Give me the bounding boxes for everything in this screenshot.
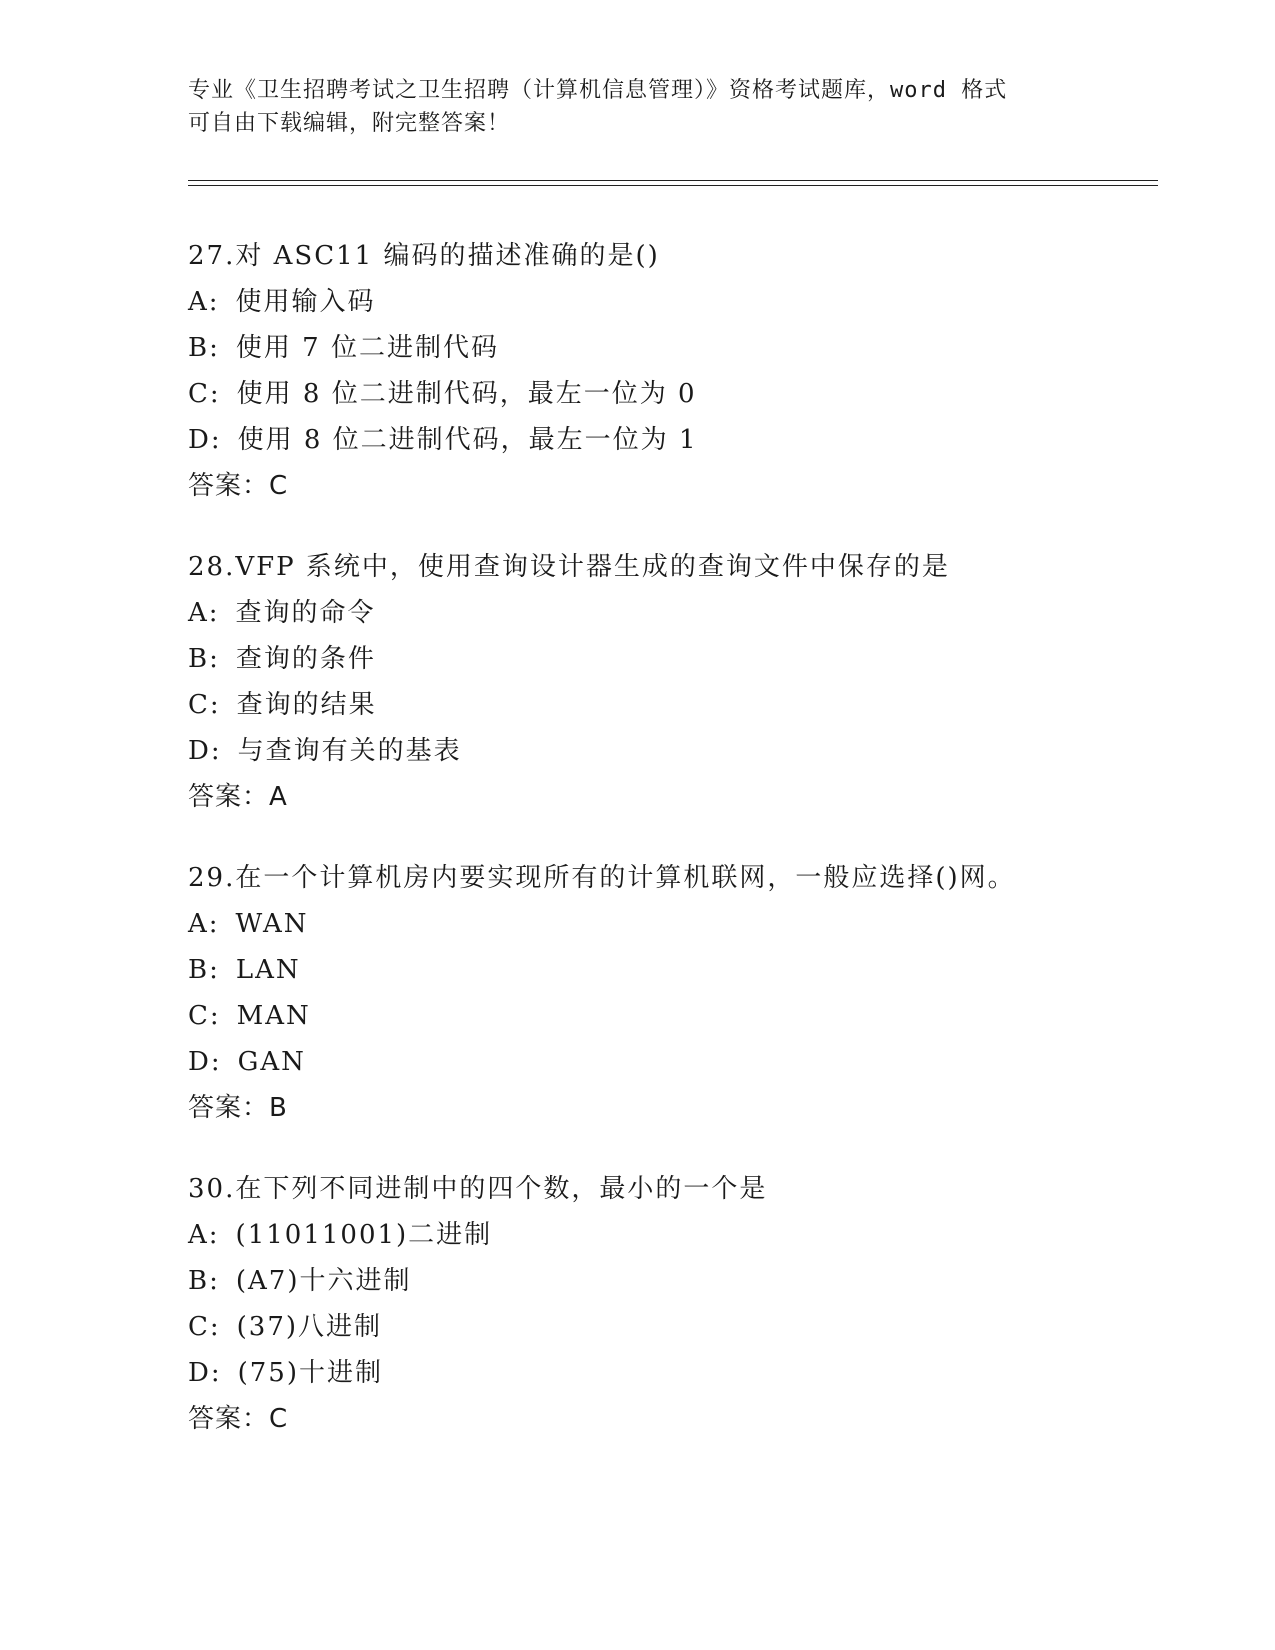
answer-line: 答案：C — [188, 471, 289, 501]
option-letter: D: — [188, 736, 222, 766]
option-b — [188, 1258, 1168, 1304]
option-letter: B: — [188, 1266, 220, 1296]
option-c — [188, 1304, 1168, 1350]
option-text: 查询的结果 — [236, 690, 377, 720]
option-text: LAN — [235, 955, 301, 985]
option-b — [188, 325, 1168, 371]
option-letter: C: — [188, 1001, 221, 1031]
option-text: 使用 8 位二进制代码，最左一位为 1 — [237, 425, 698, 455]
option-letter: A: — [188, 287, 220, 317]
option-text: (A7)十六进制 — [235, 1266, 412, 1296]
question-29 — [188, 855, 1168, 1131]
option-b — [188, 947, 1168, 993]
option-a — [188, 1212, 1168, 1258]
option-letter: A: — [188, 1220, 220, 1250]
question-27 — [188, 233, 1168, 509]
answer-line: 答案：A — [188, 782, 288, 812]
option-text: 使用输入码 — [235, 287, 376, 317]
option-letter: A: — [188, 598, 220, 628]
option-letter: D: — [188, 1358, 222, 1388]
option-c — [188, 993, 1168, 1039]
option-text: 查询的命令 — [235, 598, 376, 628]
question-stem: 28.VFP 系统中，使用查询设计器生成的查询文件中保存的是 — [188, 552, 950, 582]
question-28 — [188, 544, 1168, 820]
header-line-1: 专业《卫生招聘考试之卫生招聘（计算机信息管理）》资格考试题库，word 格式 — [188, 78, 1008, 103]
question-30 — [188, 1166, 1168, 1442]
option-letter: D: — [188, 425, 222, 455]
option-d — [188, 728, 1168, 774]
question-stem: 27.对 ASC11 编码的描述准确的是() — [188, 241, 660, 271]
header-divider-bottom — [188, 185, 1158, 186]
option-text: MAN — [236, 1001, 311, 1031]
option-letter: B: — [188, 955, 220, 985]
option-a — [188, 279, 1168, 325]
header-line-2: 可自由下载编辑，附完整答案！ — [188, 111, 511, 136]
option-c — [188, 682, 1168, 728]
option-text: (37)八进制 — [236, 1312, 383, 1342]
document-header — [188, 74, 1088, 140]
option-text: GAN — [237, 1047, 306, 1077]
option-c — [188, 371, 1168, 417]
option-text: 与查询有关的基表 — [237, 736, 462, 766]
option-d — [188, 1350, 1168, 1396]
header-divider-top — [188, 180, 1158, 181]
question-stem: 30.在下列不同进制中的四个数，最小的一个是 — [188, 1174, 768, 1204]
option-letter: B: — [188, 644, 220, 674]
option-text: 使用 8 位二进制代码，最左一位为 0 — [236, 379, 697, 409]
option-text: 查询的条件 — [235, 644, 376, 674]
answer-line: 答案：C — [188, 1404, 289, 1434]
option-d — [188, 1039, 1168, 1085]
answer-line: 答案：B — [188, 1093, 288, 1123]
option-text: WAN — [235, 909, 309, 939]
option-letter: C: — [188, 379, 221, 409]
option-a — [188, 590, 1168, 636]
option-letter: C: — [188, 1312, 221, 1342]
option-b — [188, 636, 1168, 682]
option-letter: D: — [188, 1047, 222, 1077]
option-letter: C: — [188, 690, 221, 720]
option-text: (11011001)二进制 — [235, 1220, 493, 1250]
option-text: 使用 7 位二进制代码 — [235, 333, 499, 363]
option-letter: A: — [188, 909, 220, 939]
option-a — [188, 901, 1168, 947]
question-stem: 29.在一个计算机房内要实现所有的计算机联网，一般应选择()网。 — [188, 863, 1016, 893]
question-list — [188, 233, 1168, 1477]
option-d — [188, 417, 1168, 463]
option-text: (75)十进制 — [237, 1358, 383, 1388]
option-letter: B: — [188, 333, 220, 363]
